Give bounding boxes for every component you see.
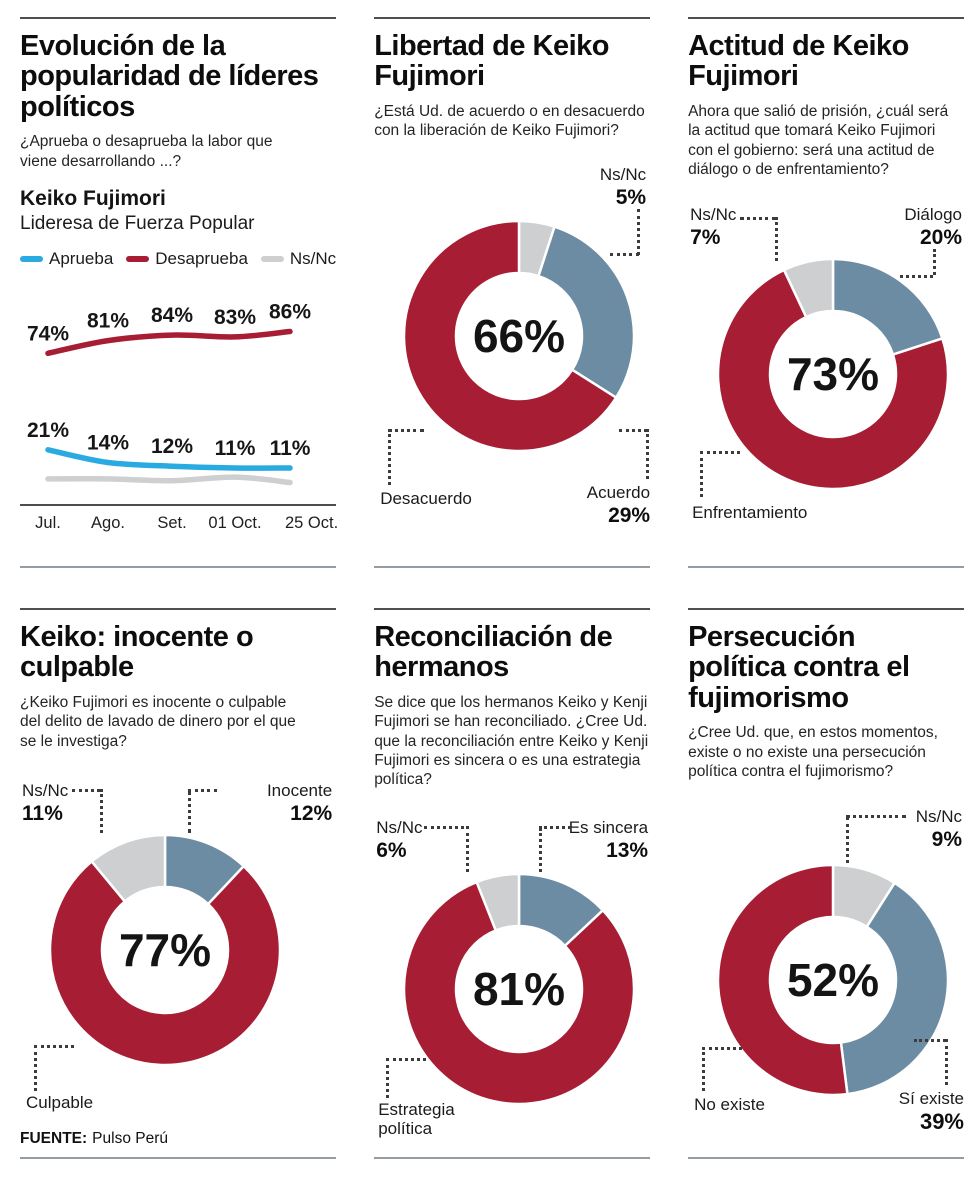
panel-question: Se dice que los hermanos Keiko y Kenji Fujimori se han reconciliado. ¿Cree Ud. que la reconciliación entre Keiko y Kenji Fujimori es sincera o es una estrategia política?	[374, 693, 649, 789]
callout-es-sincera	[569, 818, 648, 863]
leader-line	[34, 1045, 37, 1091]
desaprueba-swatch-icon	[126, 256, 149, 262]
legend-label: Desaprueba	[155, 249, 248, 269]
callout-nsnc	[376, 818, 422, 863]
callout-value: 39%	[919, 1109, 964, 1135]
leader-line	[702, 1047, 742, 1050]
callout-nsnc	[600, 165, 646, 210]
legend-label: Aprueba	[49, 249, 114, 269]
tick-label: 01 Oct.	[208, 514, 262, 533]
source-note	[20, 1130, 168, 1148]
tick-label: Jul.	[35, 514, 61, 533]
legend-item-desaprueba	[126, 249, 248, 269]
donut-chart-area	[374, 149, 650, 541]
svg-text:52%: 52%	[787, 954, 880, 1007]
callout-desacuerdo	[380, 489, 472, 508]
subject-block	[20, 187, 336, 235]
panel-question: ¿Cree Ud. que, en estos momentos, existe o no existe una persecución política contra el fujimorismo?	[688, 724, 938, 781]
callout-value: 12%	[290, 802, 333, 826]
svg-text:12%: 12%	[150, 435, 194, 459]
leader-line	[646, 429, 649, 479]
leader-line	[539, 826, 571, 829]
svg-text:11%: 11%	[269, 437, 311, 461]
chart-legend	[20, 249, 336, 269]
callout-si-existe	[899, 1089, 964, 1135]
tick-label: Ago.	[91, 514, 125, 533]
callout-label: Ns/Nc	[22, 781, 69, 800]
legend-item-aprueba	[20, 249, 113, 269]
callout-label: Ns/Nc	[599, 164, 647, 184]
callout-no-existe	[694, 1095, 765, 1114]
svg-text:84%: 84%	[150, 304, 194, 328]
callout-value: 7%	[690, 226, 721, 250]
panel-inocente	[20, 608, 336, 1159]
donut-chart-area	[688, 187, 964, 535]
panel-actitud	[688, 17, 964, 568]
leader-line	[72, 789, 100, 792]
callout-inocente	[267, 781, 332, 826]
callout-estrategia	[378, 1100, 478, 1138]
callout-value: 6%	[376, 838, 407, 862]
callout-nsnc	[22, 781, 68, 826]
svg-text:81%: 81%	[473, 962, 566, 1015]
tick-label: 25 Oct.	[284, 514, 339, 533]
callout-label: Estrategia política	[378, 1099, 455, 1138]
leader-line	[914, 1039, 946, 1042]
actitud-donut-chart	[716, 257, 950, 491]
callout-label: Ns/Nc	[376, 817, 423, 837]
svg-text:81%: 81%	[86, 309, 130, 333]
leader-line	[945, 1039, 948, 1085]
legend-label: Ns/Nc	[289, 249, 337, 269]
callout-label: No existe	[694, 1095, 765, 1115]
panel-reconciliacion	[374, 608, 650, 1159]
legend-item-nsnc	[261, 249, 336, 269]
svg-text:86%: 86%	[268, 300, 312, 324]
panel-question: ¿Keiko Fujimori es inocente o culpable del delito de lavado de dinero por el que se le investiga?	[20, 693, 296, 750]
x-axis-labels	[20, 511, 339, 535]
callout-value: 11%	[22, 802, 63, 826]
panel-title: Actitud de Keiko Fujimori	[688, 30, 909, 93]
leader-line	[386, 1058, 389, 1098]
callout-label: Desacuerdo	[380, 488, 472, 508]
callout-label: Enfrentamiento	[692, 503, 808, 523]
panel-libertad	[374, 17, 650, 568]
leader-line	[775, 217, 778, 261]
callout-acuerdo	[587, 483, 650, 528]
leader-line	[424, 826, 464, 829]
callout-value: 20%	[919, 226, 962, 250]
panel-title: Libertad de Keiko Fujimori	[374, 30, 610, 93]
subject-role: Lideresa de Fuerza Popular	[20, 213, 255, 235]
svg-text:21%: 21%	[26, 418, 70, 442]
svg-text:14%: 14%	[86, 431, 130, 455]
leader-line	[702, 1047, 705, 1091]
svg-text:77%: 77%	[118, 924, 212, 976]
callout-nsnc	[690, 205, 736, 250]
donut-chart-area	[374, 796, 650, 1148]
leader-line	[846, 817, 849, 863]
leader-line	[637, 209, 640, 255]
callout-nsnc	[916, 807, 962, 852]
source-name: Pulso Perú	[92, 1130, 168, 1147]
callout-label: Culpable	[26, 1093, 94, 1112]
nsnc-swatch-icon	[261, 256, 284, 262]
panel-question: ¿Está Ud. de acuerdo o en desacuerdo con la liberación de Keiko Fujimori?	[374, 102, 645, 140]
panel-title: Persecución política contra el fujimorismo	[688, 621, 910, 714]
callout-label: Ns/Nc	[915, 807, 962, 827]
panel-question: Ahora que salió de prisión, ¿cuál será la actitud que tomará Keiko Fujimori con el gobierno: será una actitud de diálogo o de enfrentamiento?	[688, 102, 949, 178]
reconciliacion-donut-chart	[402, 872, 636, 1106]
callout-label: Inocente	[266, 781, 333, 800]
callout-dialogo	[904, 205, 962, 250]
persecucion-donut-chart	[716, 863, 950, 1097]
svg-text:83%: 83%	[213, 305, 257, 329]
panel-title: Keiko: inocente o culpable	[20, 621, 254, 684]
svg-text:11%: 11%	[214, 437, 256, 461]
leader-line	[188, 791, 191, 833]
source-label: FUENTE:	[20, 1130, 88, 1147]
leader-line	[700, 451, 703, 497]
callout-value: 13%	[606, 838, 649, 862]
callout-label: Ns/Nc	[690, 205, 737, 225]
panel-popularity	[20, 17, 339, 568]
callout-culpable	[26, 1093, 93, 1112]
leader-line	[846, 815, 906, 818]
tick-label: Set.	[157, 514, 187, 533]
callout-label: Acuerdo	[586, 482, 651, 502]
leader-line	[619, 429, 647, 432]
panel-question: ¿Aprueba o desaprueba la labor que viene desarrollando ...?	[20, 133, 273, 170]
callout-value: 9%	[931, 828, 962, 852]
aprueba-swatch-icon	[20, 256, 43, 262]
leader-line	[740, 217, 776, 220]
leader-line	[386, 1058, 426, 1061]
leader-line	[466, 826, 469, 872]
inocente-donut-chart	[48, 833, 282, 1067]
callout-value: 5%	[615, 185, 647, 209]
x-axis-line	[20, 504, 336, 506]
approval-line-chart	[20, 295, 310, 500]
panel-title: Reconciliación de hermanos	[374, 621, 613, 684]
libertad-donut-chart	[402, 219, 636, 453]
donut-chart-area	[20, 759, 336, 1131]
callout-label: Es sincera	[568, 817, 649, 837]
callout-value: 29%	[608, 503, 651, 527]
year-band: 2018	[156, 545, 200, 567]
panel-persecucion	[688, 608, 964, 1159]
svg-text:74%: 74%	[26, 322, 70, 346]
svg-text:66%: 66%	[473, 309, 566, 362]
callout-enfrentamiento	[692, 503, 807, 522]
svg-text:73%: 73%	[787, 348, 880, 401]
callout-label: Diálogo	[904, 205, 962, 225]
subject-name: Keiko Fujimori	[20, 187, 166, 211]
donut-chart-area	[688, 789, 964, 1143]
leader-line	[100, 789, 103, 833]
panel-title: Evolución de la popularidad de líderes políticos	[20, 30, 319, 123]
leader-line	[34, 1045, 74, 1048]
leader-line	[539, 828, 542, 872]
leader-line	[388, 429, 424, 432]
callout-label: Sí existe	[898, 1089, 964, 1109]
leader-line	[188, 789, 217, 792]
leader-line	[700, 451, 740, 454]
leader-line	[388, 429, 391, 485]
